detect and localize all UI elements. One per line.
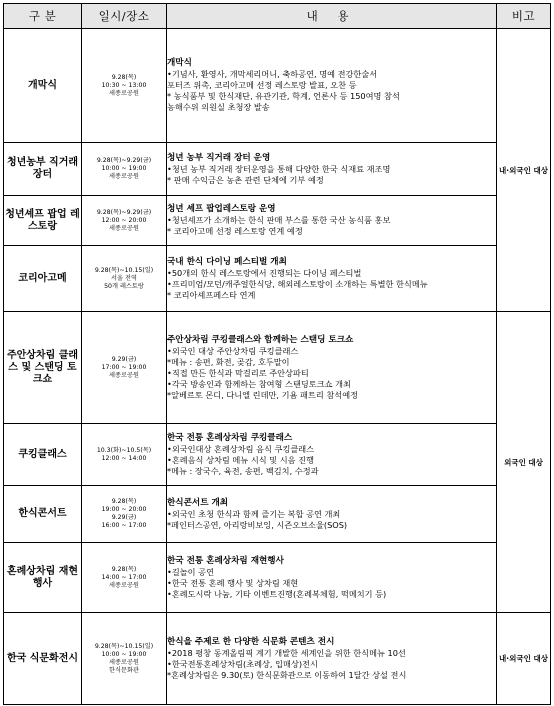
- datetime-line: 16:00 ~ 17:00: [101, 522, 147, 529]
- category-cell: 한식콘서트: [4, 486, 82, 543]
- content-title: 청년 농부 직거래 장터 운영: [167, 152, 271, 163]
- content-line: •한국 전통 혼례 행사 및 상차림 재현: [167, 577, 299, 588]
- schedule-table: [3, 3, 551, 705]
- content-title: 국내 한식 다이닝 페스티벌 개최: [167, 256, 287, 267]
- content-line: •길놀이 공연: [167, 566, 214, 577]
- datetime-line: 19:00 ~ 20:00: [101, 506, 147, 513]
- table-row: [4, 424, 551, 486]
- content-line: *메뉴 : 장국수, 육전, 송편, 백김치, 수정과: [167, 465, 319, 476]
- datetime-line: 9.28(목)~10.15(일): [94, 642, 154, 650]
- datetime-cell: [82, 29, 167, 143]
- datetime-cell: [82, 143, 167, 196]
- note-cell: 내·외국인 대상: [497, 29, 551, 312]
- content-title: 한국 전통 혼례상차림 재현행사: [167, 555, 284, 566]
- datetime-cell: [82, 246, 167, 312]
- datetime-line: 세종로공원: [109, 89, 139, 97]
- header-category: 구 분: [4, 4, 82, 29]
- content-cell: [167, 613, 497, 705]
- datetime-line: 10:00 ~ 19:00: [101, 650, 147, 658]
- content-line: *알베르토 몬디, 다니엘 린데만, 기욤 패트리 참석예정: [167, 389, 359, 400]
- datetime-line: 한식문화관: [109, 666, 139, 674]
- datetime-line: 9.28(목)~10.15(일): [94, 266, 154, 274]
- content-line: * 코리아셰프페스타 연계: [167, 289, 256, 300]
- datetime-cell: [82, 312, 167, 424]
- datetime-line: 9.29(금): [111, 514, 137, 521]
- content-cell: [167, 424, 497, 486]
- content-title: 개막식: [167, 58, 192, 68]
- content-title: 한식콘서트 개최: [167, 497, 229, 508]
- content-line: •혼례음식 상차림 메뉴 시식 및 시음 진행: [167, 454, 314, 465]
- datetime-cell: [82, 196, 167, 246]
- category-cell: 혼례상차림 재현행사: [4, 543, 82, 613]
- table-row: [4, 29, 551, 143]
- content-line: *페인터스공연, 아리랑비보잉, 시즌오브소울(SOS): [167, 519, 348, 530]
- category-cell: 코리아고메: [4, 246, 82, 312]
- table-row: [4, 613, 551, 705]
- content-line: •혼례도시락 나눔, 기타 이벤트진행(혼례복체험, 떡메치기 등): [167, 588, 387, 599]
- datetime-line: 세종로공원: [109, 658, 139, 666]
- datetime-line: 세종로공원: [109, 224, 139, 232]
- datetime-line: 12:00 ~ 14:00: [101, 454, 147, 462]
- table-row: [4, 196, 551, 246]
- table-row: [4, 486, 551, 543]
- category-cell: 주안상차림 클래스 및 스탠딩 토크쇼: [4, 312, 82, 424]
- datetime-line: 10:00 ~ 19:00: [101, 165, 147, 172]
- content-line: * 농식품부 및 한식재단, 유관기관, 학계, 언론사 등 150여명 참석: [167, 91, 400, 101]
- content-title: 한국 전통 혼례상차림 쿠킹클래스: [167, 432, 293, 443]
- datetime-line: 10.3(화)~10.5(목): [96, 446, 152, 454]
- datetime-line: 9.28(목): [111, 73, 137, 81]
- header-datetime: 일시/장소: [82, 4, 167, 29]
- table-row: [4, 312, 551, 424]
- category-cell: 청년셰프 팝업 레스토랑: [4, 196, 82, 246]
- content-cell: [167, 29, 497, 143]
- table-row: [4, 246, 551, 312]
- datetime-line: 17:00 ~ 19:00: [101, 363, 147, 371]
- header-row: [4, 4, 551, 29]
- content-line: *메뉴 : 송편, 화전, 곶감, 호두말이: [167, 356, 290, 367]
- datetime-cell: [82, 613, 167, 705]
- datetime-cell: [82, 486, 167, 543]
- content-line: •한국전통혼례상차림(초례상, 입매상)전시: [167, 658, 318, 669]
- content-line: •외국인 대상 주안상차림 쿠킹클래스: [167, 345, 299, 356]
- datetime-cell: [82, 543, 167, 613]
- content-line: •외국인대상 혼례상차림 음식 쿠킹클래스: [167, 443, 315, 454]
- content-cell: [167, 143, 497, 196]
- category-cell: 쿠킹클래스: [4, 424, 82, 486]
- datetime-line: 12:00 ~ 20:00: [101, 216, 147, 224]
- content-title: 청년 셰프 팝업레스토랑 운영: [167, 204, 276, 214]
- table-row: [4, 543, 551, 613]
- category-cell: 개막식: [4, 29, 82, 143]
- content-title: 한식을 주제로 한 다양한 식문화 콘텐츠 전시: [167, 636, 335, 647]
- category-cell: 한국 식문화전시: [4, 613, 82, 705]
- category-cell: 청년농부 직거래장터: [4, 143, 82, 196]
- content-line: •청년 농부 직거래 장터운영을 통해 다양한 한국 식재료 재조명: [167, 163, 391, 174]
- content-line: * 판매 수익금은 농촌 관련 단체에 기부 예정: [167, 174, 324, 185]
- datetime-line: 9.28(목): [111, 498, 137, 505]
- content-cell: [167, 486, 497, 543]
- content-line: •50개의 한식 레스토랑에서 진행되는 다이닝 페스티벌: [167, 267, 362, 278]
- content-line: •기념사, 환영사, 개막세리머니, 축하공연, 명예 전강한술서: [167, 69, 378, 79]
- content-line: •외국인 초청 한식과 함께 즐기는 복합 공연 개최: [167, 508, 341, 519]
- content-cell: [167, 196, 497, 246]
- datetime-line: 9.28(목): [111, 565, 137, 573]
- content-line: * 코리아고메 선정 레스토랑 연계 예정: [167, 226, 303, 236]
- datetime-line: 50개 레스토랑: [104, 282, 144, 290]
- content-cell: [167, 543, 497, 613]
- content-cell: [167, 246, 497, 312]
- content-cell: [167, 312, 497, 424]
- content-line: 포터즈 위촉, 코리아고메 선정 레스토랑 발표, 오찬 등: [167, 80, 357, 90]
- content-line: •프리미엄/모던/캐주얼한식당, 해외레스토랑이 소개하는 특별한 한식메뉴: [167, 278, 428, 289]
- datetime-line: 세종로공원: [109, 173, 139, 180]
- datetime-cell: [82, 424, 167, 486]
- content-line: •직접 만든 한식과 막걸리로 주안상파티: [167, 367, 309, 378]
- header-content: 내 용: [167, 4, 497, 29]
- content-title: 주안상차림 쿠킹클래스와 함께하는 스탠딩 토크쇼: [167, 334, 354, 345]
- content-line: •각국 방송인과 함께하는 참여형 스탠딩토크쇼 개최: [167, 378, 351, 389]
- datetime-line: 서울 전역: [111, 274, 137, 282]
- table-row: [4, 143, 551, 196]
- datetime-line: 세종로공원: [109, 581, 139, 589]
- datetime-line: 9.28(목)~9.29(금): [96, 157, 152, 164]
- datetime-line: 10:30 ~ 13:00: [101, 81, 147, 89]
- datetime-line: 9.28(목)~9.29(금): [96, 208, 152, 216]
- content-line: •2018 평창 동계올림픽 계기 개발한 세계인을 위한 한식메뉴 10선: [167, 647, 406, 658]
- content-line: *혼례상차림은 9.30(토) 한식문화관으로 이동하여 1달간 상설 전시: [167, 669, 407, 680]
- datetime-line: 세종로공원: [109, 371, 139, 379]
- datetime-line: 14:00 ~ 17:00: [101, 573, 147, 581]
- content-line: •청년셰프가 소개하는 한식 판매 부스를 통한 국산 농식품 홍보: [167, 215, 391, 225]
- content-line: 농해수위 의원실 초청장 발송: [167, 102, 270, 112]
- datetime-line: 9.29(금): [111, 355, 137, 363]
- header-note: 비고: [497, 4, 551, 29]
- note-cell: 외국인 대상: [497, 312, 551, 613]
- note-cell: 내·외국인 대상: [497, 613, 551, 705]
